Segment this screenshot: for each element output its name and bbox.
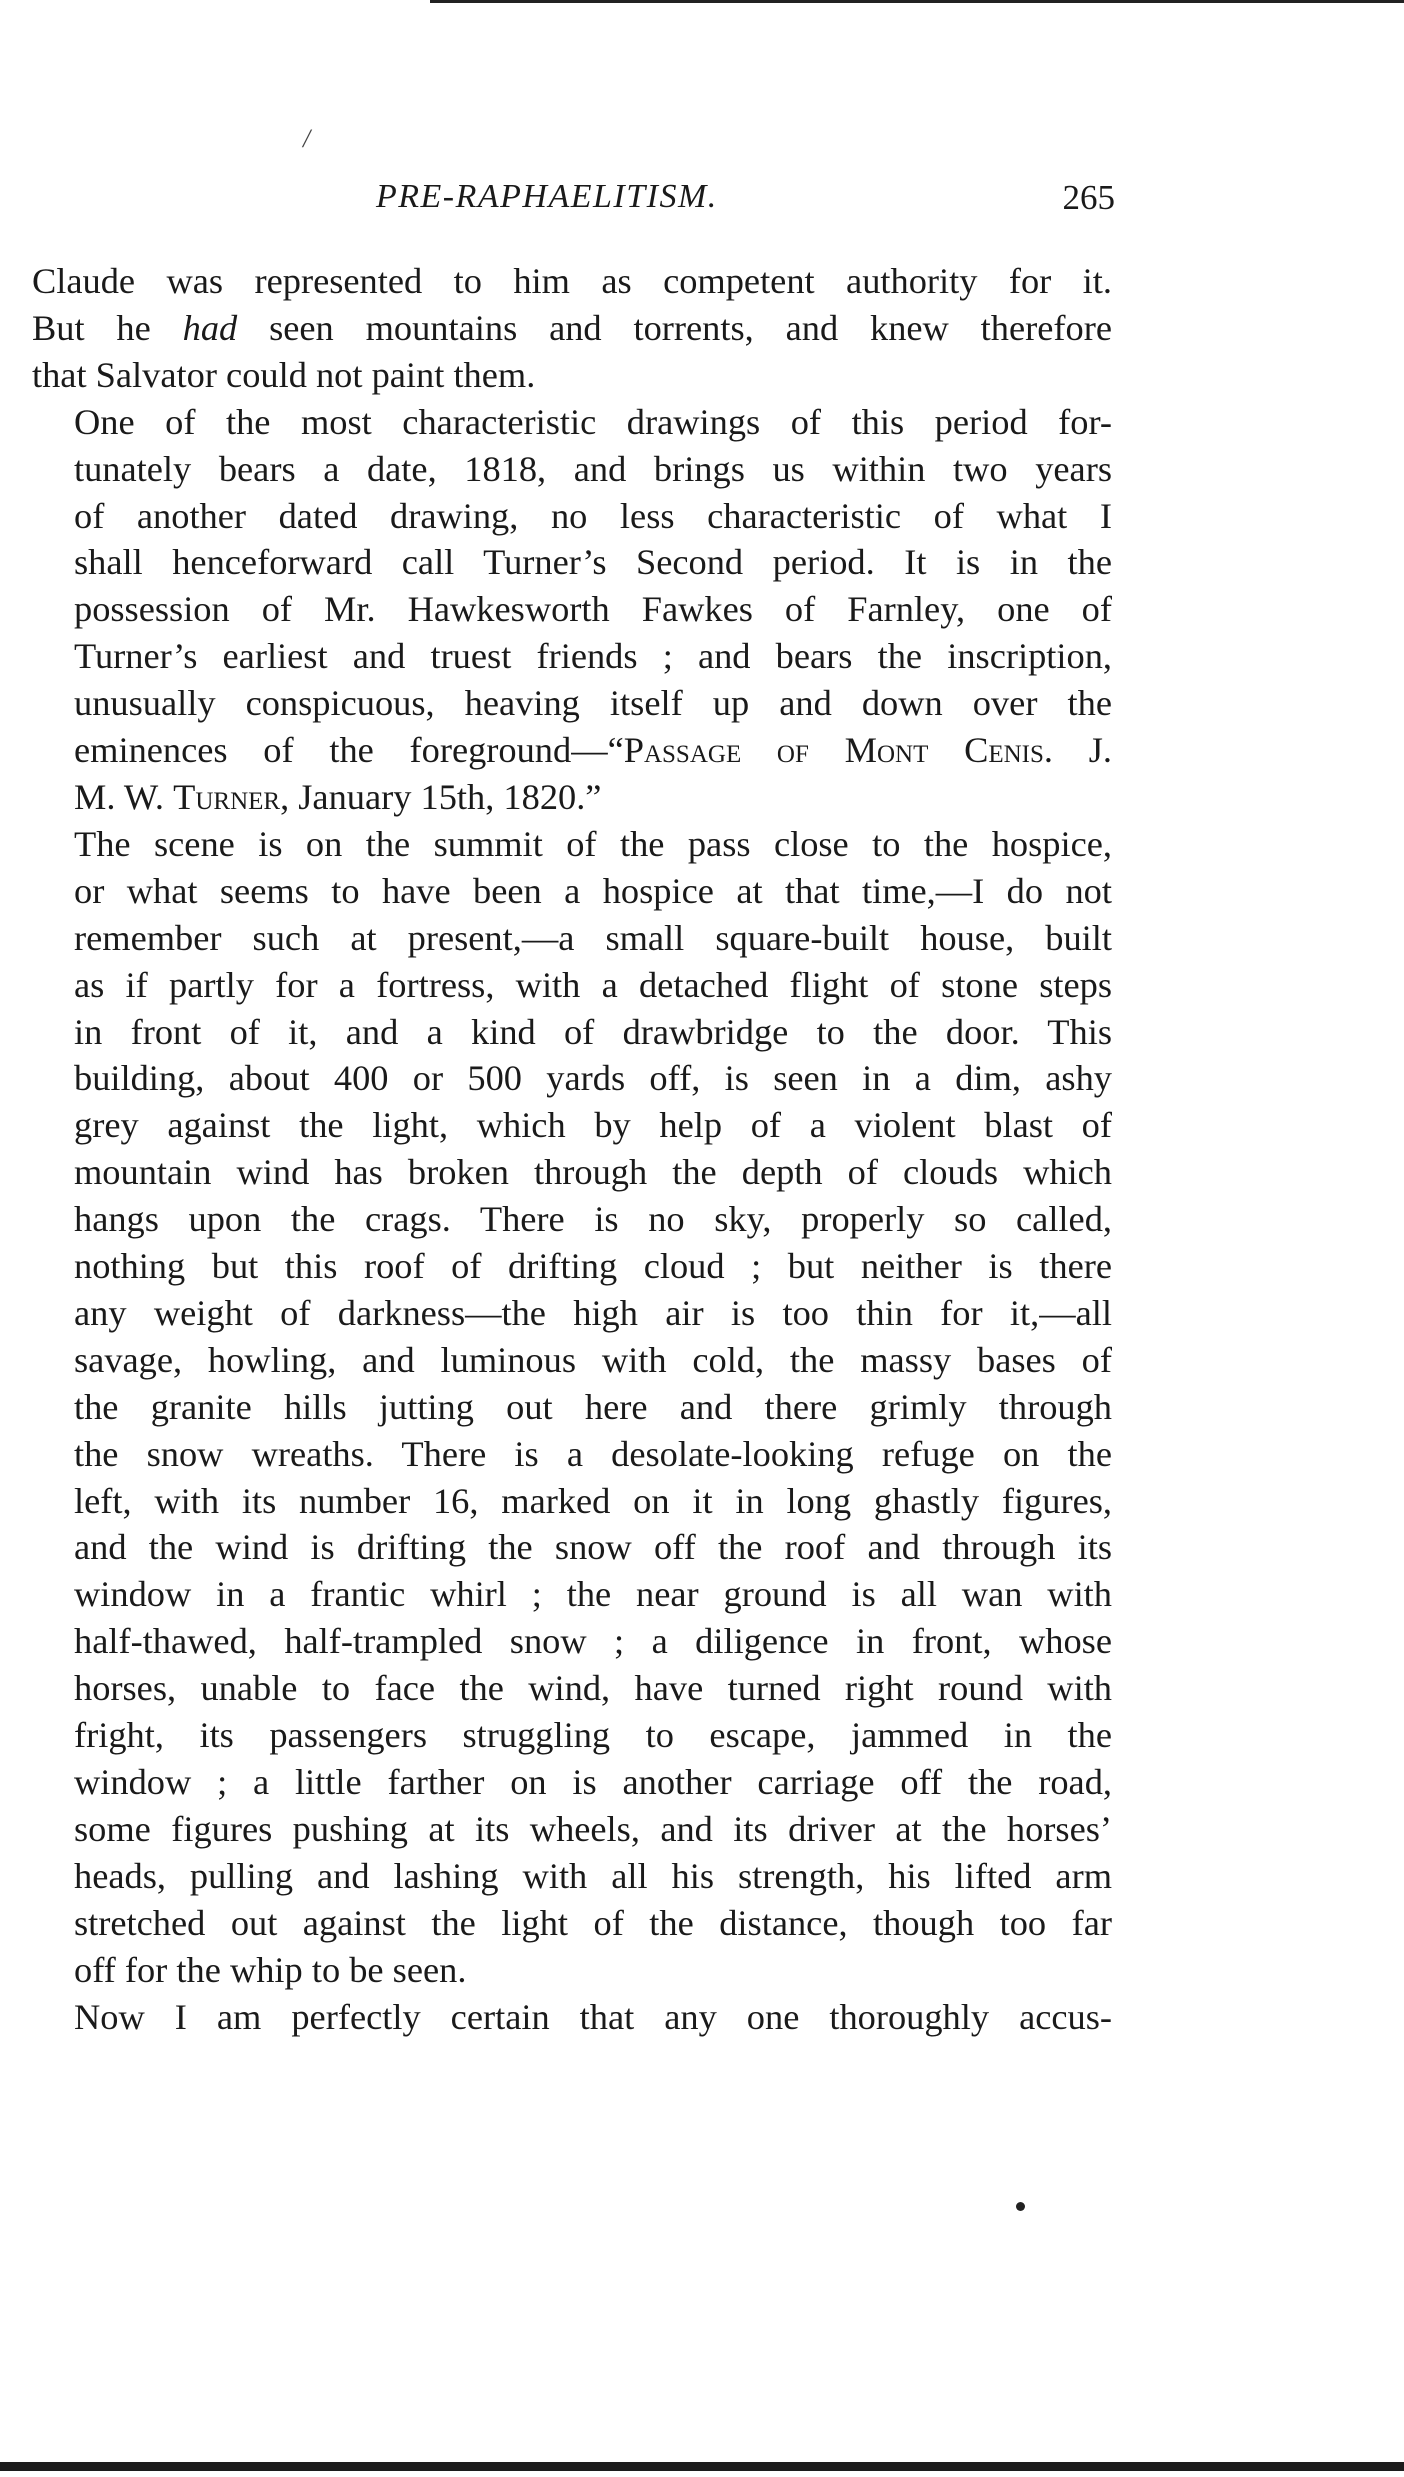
text-line: mountain wind has broken through the depth of clouds which	[74, 1152, 1112, 1193]
text-line: building, about 400 or 500 yards off, is seen in a dim, ashy	[74, 1058, 1112, 1099]
text-line: Claude was represented to him as competent authority for it.	[32, 261, 1112, 301]
text-line: as if partly for a fortress, with a detached flight of stone steps	[74, 964, 1112, 1005]
text-line: any weight of darkness—the high air is too thin for it,—all	[74, 1292, 1112, 1333]
text-line: window in a frantic whirl ; the near ground is all wan with	[74, 1574, 1112, 1615]
text-line: and the wind is drifting the snow off the roof and through its	[74, 1527, 1112, 1568]
running-title: PRE-RAPHAELITISM.	[376, 178, 718, 215]
text-line: But he had seen mountains and torrents, and knew therefore	[32, 307, 1112, 348]
text-line: some figures pushing at its wheels, and its driver at the horses’	[74, 1808, 1112, 1849]
bottom-rule	[0, 2462, 1404, 2471]
text-line: of another dated drawing, no less characteristic of what I	[74, 495, 1112, 536]
text-line: shall henceforward call Turner’s Second period. It is in the	[74, 542, 1112, 583]
text-line: off for the whip to be seen.	[74, 1949, 467, 1990]
text-line: eminences of the foreground—“Passage of Mont Cenis. J.	[74, 730, 1112, 771]
text-line: savage, howling, and luminous with cold, the massy bases of	[74, 1339, 1112, 1380]
text-line: One of the most characteristic drawings of this period for-	[74, 401, 1112, 442]
paragraph-2	[32, 399, 1112, 821]
text-line: the granite hills jutting out here and there grimly through	[74, 1386, 1112, 1427]
ink-dot	[1016, 2202, 1025, 2211]
text-line: Turner’s earliest and truest friends ; and bears the inscription,	[74, 636, 1112, 677]
text-line: horses, unable to face the wind, have turned right round with	[74, 1668, 1112, 1709]
text-line: half-thawed, half-trampled snow ; a diligence in front, whose	[74, 1621, 1112, 1662]
emphasis: had	[182, 307, 238, 348]
text-line: Now I am perfectly certain that any one thoroughly accus-	[74, 1996, 1112, 2037]
paragraph-4	[32, 1994, 1112, 2041]
inscription-title: Passage of Mont Cenis.	[623, 730, 1053, 771]
text-line: tunately bears a date, 1818, and brings us within two years	[74, 448, 1112, 489]
text-line: left, with its number 16, marked on it in long ghastly figures,	[74, 1480, 1112, 1521]
text-line: grey against the light, which by help of a violent blast of	[74, 1105, 1112, 1146]
text-line: nothing but this roof of drifting cloud ; but neither is there	[74, 1246, 1112, 1287]
text-line: unusually conspicuous, heaving itself up and down over the	[74, 683, 1112, 724]
text-line: M. W. Turner, January 15th, 1820.”	[74, 776, 602, 817]
text-line: possession of Mr. Hawkesworth Fawkes of Farnley, one of	[74, 589, 1112, 630]
text-line: the snow wreaths. There is a desolate-looking refuge on the	[74, 1433, 1112, 1474]
text-line: remember such at present,—a small square-built house, built	[74, 917, 1112, 958]
paragraph-1	[32, 258, 1112, 399]
text-line: heads, pulling and lashing with all his strength, his lifted arm	[74, 1855, 1112, 1896]
margin-speck: /	[303, 124, 311, 153]
body-text	[32, 258, 1112, 2040]
text-line: fright, its passengers struggling to escape, jammed in the	[74, 1715, 1112, 1756]
inscription-artist: Turner	[173, 776, 281, 817]
text-line: window ; a little farther on is another carriage off the road,	[74, 1762, 1112, 1802]
top-rule	[430, 0, 1404, 3]
text-line: or what seems to have been a hospice at that time,—I do not	[74, 870, 1112, 911]
text-line: hangs upon the crags. There is no sky, properly so called,	[74, 1199, 1112, 1240]
running-head	[30, 178, 1115, 224]
text-line: stretched out against the light of the distance, though too far	[74, 1902, 1112, 1943]
text-line: The scene is on the summit of the pass close to the hospice,	[74, 823, 1112, 864]
page-number: 265	[1062, 178, 1115, 217]
text-line: in front of it, and a kind of drawbridge to the door. This	[74, 1011, 1112, 1052]
paragraph-3	[32, 821, 1112, 1994]
text-line: that Salvator could not paint them.	[32, 354, 536, 395]
